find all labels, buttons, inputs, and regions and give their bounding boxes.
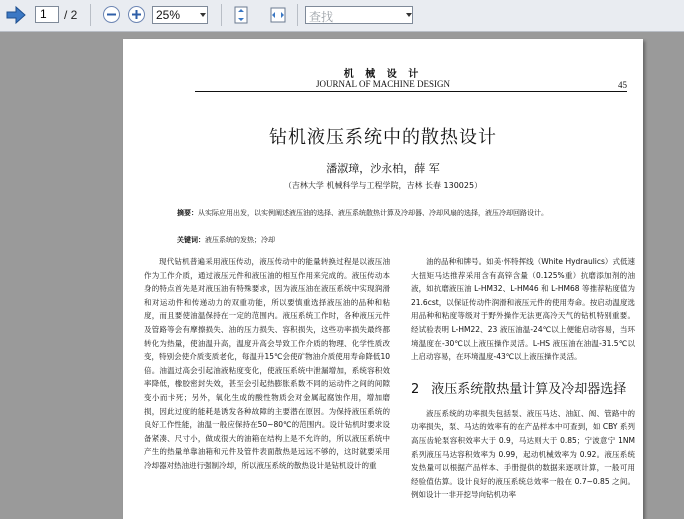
section-number: 2 xyxy=(411,381,420,397)
toolbar-divider xyxy=(221,4,222,26)
section-title: 液压系统散热量计算及冷却器选择 xyxy=(431,381,627,397)
article-title: 钻机液压系统中的散热设计 xyxy=(269,127,497,148)
toolbar-divider xyxy=(297,4,298,26)
body-paragraph: 液压系统的功率损失包括泵、液压马达、油缸、阀、管路中的功率损失，泵、马达的效率有的在产品样本中可查到，如 CBY 系列高压齿轮泵容积效率大于 0.9，马达则大于 0.85；宁波意宁 1NM 系列液压马达容积效率为 0.99，起动机械效率为 0.92。液压系统发热量可以根据产品样本、手册提供的数据来逐项计算，一般可用经验值估算。设计良好的液压系统总效率一般在 0.7~0.85 之间。例如设计一非开挖导向钻机功率 xyxy=(411,408,635,500)
viewer-toolbar xyxy=(0,0,684,32)
fit-page-button[interactable] xyxy=(231,5,251,25)
body-column-right xyxy=(411,255,635,502)
page-total-label: / 2 xyxy=(64,8,78,22)
keywords-label: 关键词： xyxy=(177,236,205,244)
zoom-out-button[interactable] xyxy=(103,6,120,23)
section-heading xyxy=(411,378,635,397)
article-authors: 潘淑璋，沙永柏，薛 军 xyxy=(326,162,440,175)
journal-name-en: JOURNAL OF MACHINE DESIGN xyxy=(316,79,450,89)
search-placeholder: 查找 xyxy=(309,10,334,24)
keywords xyxy=(177,234,637,247)
body-paragraph: 油的品种和牌号。如美·怀特挥线（White Hydraulics）式低速大扭矩马达推荐采用含有高锌含量（0.125%重）抗磨添加剂的油液，如抗磨液压油 L-HM32、L-HM46 和 L-HM68 等推荐粘度值为 21.6cst，以保证传动件润滑和液压元件的使用寿命。按启动温度选用品种和粘度等级对于野外操作无法更高冷天气的钻机特别重要。经试验表明 L-HM22、23 液压油温-24℃以上便能启动容易，当环境温度在-30℃以上液压操作灵活。L-HS 液压油在油温-31.5℃以上启动容易，在环境温度-43℃以上液压操作灵活。 xyxy=(411,257,635,362)
abstract-text: 从实际应用出发，以实例阐述液压油的选择、液压系统散热计算及冷却器、冷却风扇的选择，液压冷却回路设计。 xyxy=(198,209,548,217)
zoom-value: 25% xyxy=(156,8,181,22)
article-affiliation: （吉林大学 机械科学与工程学院，吉林 长春 130025） xyxy=(283,181,483,190)
abstract xyxy=(177,207,637,220)
prev-page-arrow-icon[interactable] xyxy=(5,5,27,25)
zoom-in-icon xyxy=(131,9,142,20)
fit-width-button[interactable] xyxy=(268,5,288,25)
page-number-input[interactable]: 1 xyxy=(35,6,59,23)
document-page xyxy=(123,39,643,519)
journal-name-cn: 机 械 设 计 xyxy=(343,69,423,80)
fit-page-icon xyxy=(231,5,251,25)
zoom-out-icon xyxy=(106,9,117,20)
dropdown-arrow-icon[interactable] xyxy=(200,13,206,17)
keywords-text: 液压系统的发热；冷却 xyxy=(205,236,275,244)
header-rule xyxy=(195,91,627,92)
abstract-label: 摘要： xyxy=(177,209,198,217)
body-paragraph: 现代钻机普遍采用液压传动，液压传动中的能量转换过程是以液压油作为工作介质，通过液压元件和液压油的相互作用来完成的。液压传动本身的特点首先是对液压油有特殊要求，因为液压油在液压系统中实现润滑和对运动件和传递动力的双重功能，所以要慎重选择液压油的品种和粘度，而且要使油温保持在一定的范围内。液压系统工作时，各种液压元件及管路等会有摩擦损失、油的压力损失、容积损失，这些功率损失最终都转化为热量，使油温升高，温度升高会导致工作介质的物理、化学性质改变，特别会使介质变质老化，每温升15℃会使矿物油介质使用寿命降低10倍。油温过高会引起油液粘度变化，使液压系统中泄漏增加，系统容积效率降低，橡胶密封失效，甚至会引起热膨胀系数不同的运动件之间的间隙变小而卡死；另外，氧化生成的酸性物质会对金属起腐蚀作用，增加磨损，因此过度的能耗是诱发各种故障的主要潜在原因。为保持液压系统的良好工作性能，油温一般应保持在50~80℃的范围内。设计钻机时要求设备紧凑、尺寸小，做成很大的油箱在结构上是不允许的，所以液压系统中产生的热量单靠油箱和元件及管件表面散热是远远不够的，这时就要采用冷却器对热油进行强制冷却，所以液压系统的散热设计是钻机设计的重 xyxy=(144,257,390,470)
dropdown-arrow-icon[interactable] xyxy=(406,13,412,17)
body-column-left xyxy=(144,255,390,473)
toolbar-divider xyxy=(90,4,91,26)
search-input[interactable] xyxy=(305,6,413,24)
fit-width-icon xyxy=(268,5,288,25)
zoom-in-button[interactable] xyxy=(128,6,145,23)
page-number: 45 xyxy=(618,80,627,90)
